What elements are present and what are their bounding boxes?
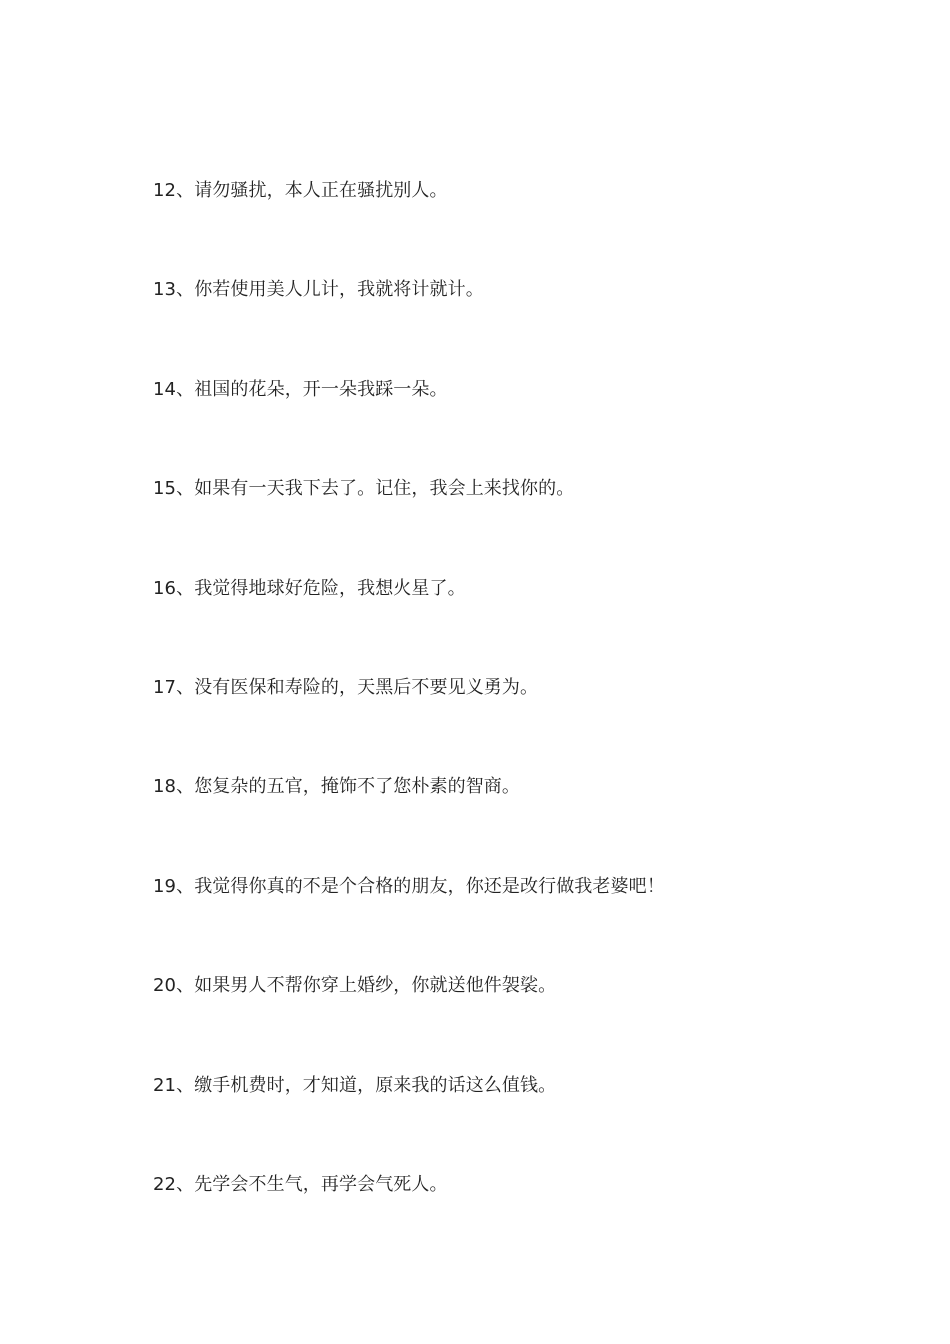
list-item: 21、缴手机费时，才知道，原来我的话这么值钱。 <box>153 1074 557 1096</box>
list-item: 14、祖国的花朵，开一朵我踩一朵。 <box>153 378 448 400</box>
list-item: 12、请勿骚扰，本人正在骚扰别人。 <box>153 180 448 201</box>
list-item: 20、如果男人不帮你穿上婚纱，你就送他件袈裟。 <box>153 975 557 997</box>
list-item: 19、我觉得你真的不是个合格的朋友，你还是改行做我老婆吧！ <box>153 875 665 897</box>
list-item: 16、我觉得地球好危险，我想火星了。 <box>153 577 466 599</box>
joke-list <box>153 177 873 1270</box>
list-item: 22、先学会不生气，再学会气死人。 <box>153 1173 448 1195</box>
list-item: 17、没有医保和寿险的，天黑后不要见义勇为。 <box>153 676 539 698</box>
list-item: 18、您复杂的五官，掩饰不了您朴素的智商。 <box>153 776 521 798</box>
list-item: 13、你若使用美人儿计，我就将计就计。 <box>153 279 484 301</box>
list-item: 15、如果有一天我下去了。记住，我会上来找你的。 <box>153 478 575 500</box>
